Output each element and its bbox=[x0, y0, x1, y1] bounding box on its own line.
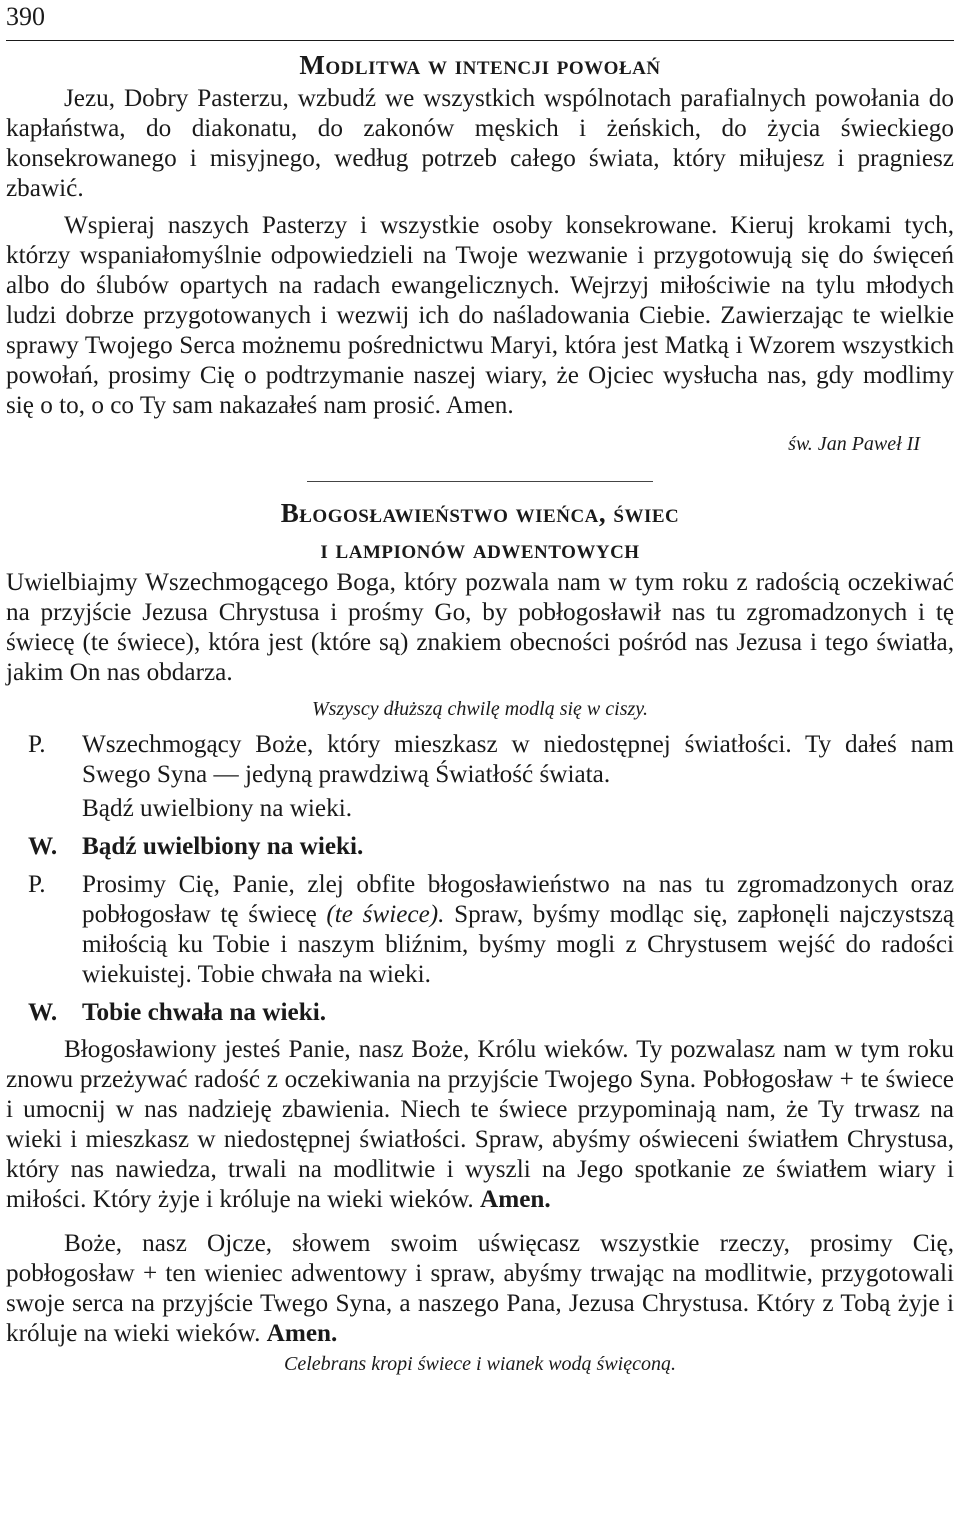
page-content bbox=[6, 44, 954, 1377]
verse-priest-1 bbox=[6, 730, 954, 824]
response-text: Tobie chwała na wieki. bbox=[82, 999, 326, 1026]
blessing-wreath-text: Boże, nasz Ojcze, słowem swoim uświęcasz wszystkie rzeczy, prosimy Cię, pobłogosław + ten wieniec adwentowy i spraw, abyśmy trwając na modlitwie, przygotowali swoje serca na przyjście Twego Syna, a naszego Pana, Jezusa Chrystusa. Który z Tobą żyje i króluje na wieki wieków. bbox=[6, 1230, 954, 1347]
prayer-paragraph-2: Wspieraj naszych Pasterzy i wszystkie osoby konsekrowane. Kieruj krokami tych, którzy wspaniałomyślnie odpowiedzieli na Twoje wezwanie i przygotowują się do święceń albo do ślubów opartych na radach ewangelicznych. Wejrzyj miłościwie na tylu młodych ludzi dobrze przygotowanych i wezwij ich do naśladowania Ciebie. Zawierzając te wielkie sprawy Twojego Serca możnemu pośrednictwu Maryi, która jest Matką i Wzorem wszystkich powołań, prosimy Cię o podtrzymanie naszej wiary, że Ojciec wysłucha nas, gdy modlimy się o to, o co Ty sam nakazałeś nam prosić. Amen. bbox=[6, 212, 954, 419]
prayer-title: Modlitwa w intencji powołań bbox=[299, 50, 661, 80]
verse-text-italic: (te świece). bbox=[326, 901, 445, 928]
verse-response-2 bbox=[6, 998, 954, 1028]
verse-closing: Bądź uwielbiony na wieki. bbox=[82, 795, 353, 822]
blessing-title-line-1: Błogosławieństwo wieńca, świec bbox=[280, 498, 680, 528]
blessing-wreath-paragraph bbox=[6, 1229, 954, 1349]
rubric-sprinkling: Celebrans kropi świece i wianek wodą święconą. bbox=[284, 1353, 676, 1375]
response-text: Bądź uwielbiony na wieki. bbox=[82, 833, 364, 860]
blessing-title-line-2: i lampionów adwentowych bbox=[320, 534, 640, 564]
verse-marker: P. bbox=[28, 871, 46, 898]
blessing-intro: Uwielbiajmy Wszechmogącego Boga, który pozwala nam w tym roku z radością oczekiwać na przyjście Jezusa Chrystusa i prośmy Go, by pobłogosławił nas tu zgromadzonych i tę świecę (te świece), która jest (które są) znakiem obecności pośród nas Jezusa i tego światła, jakim On nas obdarza. bbox=[6, 569, 954, 686]
amen-bold: Amen. bbox=[266, 1320, 338, 1347]
amen-bold: Amen. bbox=[480, 1186, 551, 1213]
header-rule bbox=[6, 40, 954, 41]
blessing-candles-paragraph bbox=[6, 1035, 954, 1215]
response-marker: W. bbox=[28, 833, 58, 860]
section-separator bbox=[307, 481, 653, 482]
blessing-candles-text: Błogosławiony jesteś Panie, nasz Boże, Królu wieków. Ty pozwalasz nam w tym roku znowu przeżywać radość z oczekiwania na przyjście Twojego Syna. Pobłogosław + te świece i umocnij w nas nadzieję zbawienia. Niech te świece przypominają nam, że Ty trwasz na wieki i mieszkasz w niedostępnej światłości. Spraw, abyśmy oświeceni światłem Chrystusa, który nas nawiedza, trwali na modlitwie i wyszli na Jego spotkanie ze światłem wiary i miłości. Który żyje i króluje na wieki wieków. bbox=[6, 1036, 954, 1213]
verse-body: Wszechmogący Boże, który mieszkasz w niedostępnej światłości. Ty dałeś nam Swego Syna — jedyną prawdziwą Światłość świata. bbox=[82, 731, 954, 788]
response-marker: W. bbox=[28, 999, 58, 1026]
page-number: 390 bbox=[6, 2, 45, 31]
prayer-signature: św. Jan Paweł II bbox=[788, 433, 920, 455]
verse-text-part-b: Spraw, byśmy modląc się, zapłonęli najczystszą miłością ku Tobie i naszym bliźnim, byśmy mogli z Chrystusem wejść do radości wiekuistej. Tobie chwała na wieki. bbox=[82, 901, 954, 988]
prayer-paragraph-1: Jezu, Dobry Pasterzu, wzbudź we wszystkich wspólnotach parafialnych powołania do kapłaństwa, do diakonatu, do zakonów męskich i żeńskich, do życia świeckiego konsekrowanego i misyjnego, według potrzeb całego świata, który miłujesz i pragniesz zbawić. bbox=[6, 85, 954, 202]
verse-marker: P. bbox=[28, 731, 46, 758]
verse-response-1 bbox=[6, 832, 954, 862]
verse-text bbox=[82, 870, 954, 990]
rubric-silence: Wszyscy dłuższą chwilę modlą się w ciszy. bbox=[311, 698, 649, 720]
verse-priest-2 bbox=[6, 870, 954, 990]
verse-text bbox=[82, 730, 954, 824]
verse-text-part-a: Prosimy Cię, Panie, zlej obfite błogosławieństwo na nas tu zgromadzonych oraz pobłogosław tę świecę bbox=[82, 871, 954, 928]
